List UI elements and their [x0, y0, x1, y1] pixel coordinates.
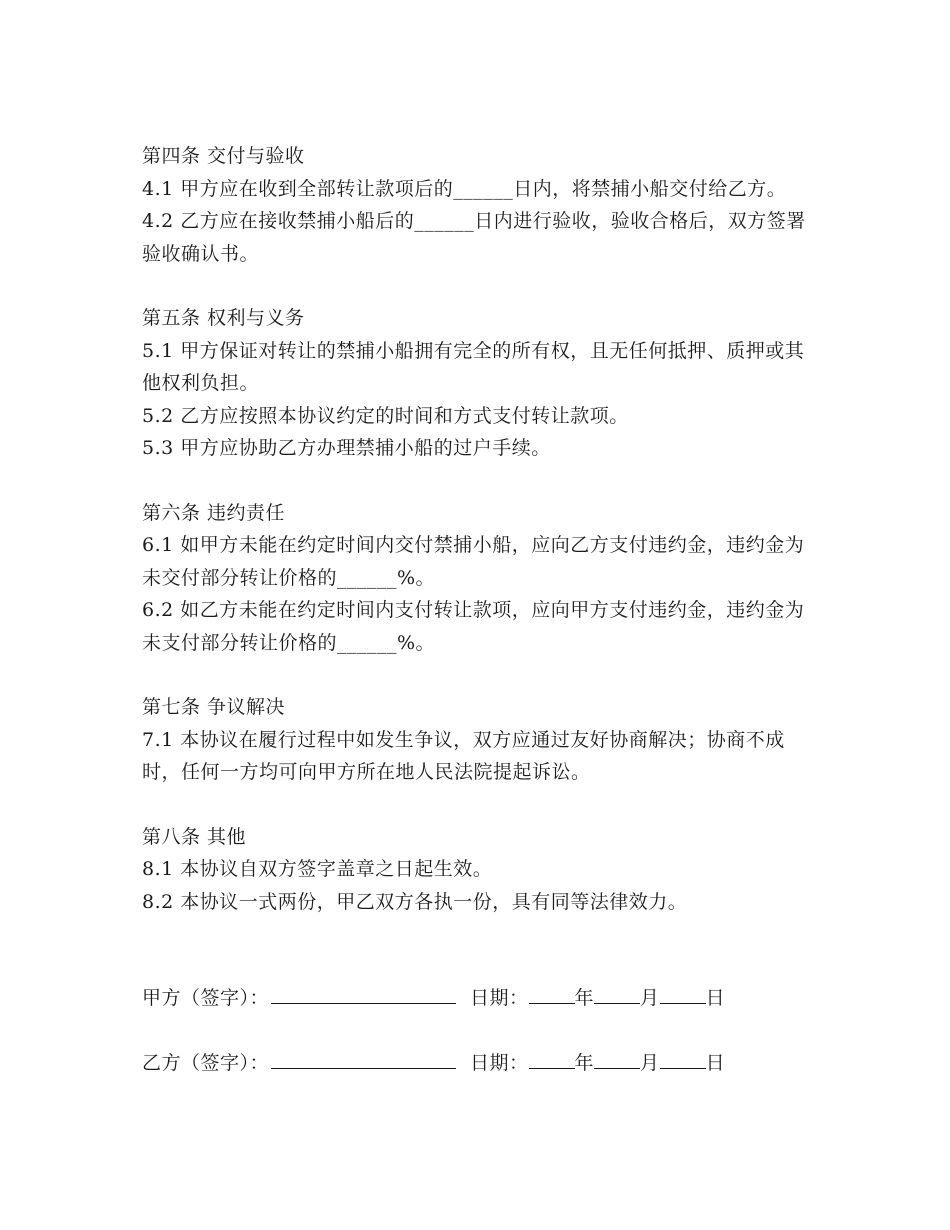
- clause-6-1: 6.1 如甲方未能在约定时间内交付禁捕小船，应向乙方支付违约金，违约金为未交付部分转让价格的______%。: [142, 534, 805, 589]
- year-blank[interactable]: [529, 985, 575, 1004]
- party-a-signature-line[interactable]: [271, 985, 456, 1004]
- clause-8-2: 8.2 本协议一式两份，甲乙双方各执一份，具有同等法律效力。: [142, 890, 688, 913]
- party-b-signature-line[interactable]: [271, 1050, 456, 1069]
- year-blank[interactable]: [529, 1050, 575, 1069]
- clause-5-3: 5.3 甲方应协助乙方办理禁捕小船的过户手续。: [142, 437, 551, 459]
- clause-8-1: 8.1 本协议自双方签字盖章之日起生效。: [142, 858, 493, 880]
- clause-5-2: 5.2 乙方应按照本协议约定的时间和方式支付转让款项。: [142, 404, 629, 427]
- section-title: 第八条 其他: [142, 825, 247, 848]
- day-label: 日: [705, 987, 726, 1009]
- month-label: 月: [640, 1052, 660, 1074]
- day-blank[interactable]: [660, 1050, 706, 1069]
- section-8-other: [142, 821, 822, 919]
- party-b-label: 乙方（签字）：: [142, 1052, 270, 1074]
- section-title: 第七条 争议解决: [142, 696, 286, 718]
- year-label: 年: [574, 1052, 595, 1074]
- section-6-liability: [142, 497, 822, 660]
- clause-4-1: 4.1 甲方应在收到全部转让款项后的______日内，将禁捕小船交付给乙方。: [142, 177, 787, 200]
- date-label: 日期：: [470, 987, 529, 1009]
- section-title: 第五条 权利与义务: [142, 307, 305, 329]
- clause-6-2: 6.2 如乙方未能在约定时间内支付转让款项，应向甲方支付违约金，违约金为未支付部分转让价格的______%。: [142, 599, 805, 654]
- clause-5-1: 5.1 甲方保证对转让的禁捕小船拥有完全的所有权，且无任何抵押、质押或其他权利负担。: [142, 339, 805, 394]
- section-7-disputes: [142, 691, 822, 789]
- day-label: 日: [705, 1052, 726, 1074]
- section-title: 第四条 交付与验收: [142, 145, 305, 167]
- party-b-signature-row: [142, 1048, 842, 1078]
- section-4-delivery: [142, 140, 822, 270]
- day-blank[interactable]: [660, 985, 706, 1004]
- party-a-signature-row: [142, 983, 842, 1013]
- month-blank[interactable]: [594, 1050, 640, 1069]
- section-title: 第六条 违约责任: [142, 501, 286, 524]
- clause-7-1: 7.1 本协议在履行过程中如发生争议，双方应通过友好协商解决；协商不成时，任何一方均可向甲方所在地人民法院提起诉讼。: [142, 728, 785, 783]
- month-label: 月: [640, 987, 660, 1009]
- party-a-label: 甲方（签字）：: [142, 987, 270, 1009]
- month-blank[interactable]: [594, 985, 640, 1004]
- year-label: 年: [574, 987, 595, 1009]
- clause-4-2: 4.2 乙方应在接收禁捕小船后的______日内进行验收，验收合格后，双方签署验收确认书。: [142, 210, 806, 265]
- agreement-body: [142, 140, 822, 950]
- section-5-rights: [142, 302, 822, 465]
- date-label: 日期：: [470, 1052, 529, 1074]
